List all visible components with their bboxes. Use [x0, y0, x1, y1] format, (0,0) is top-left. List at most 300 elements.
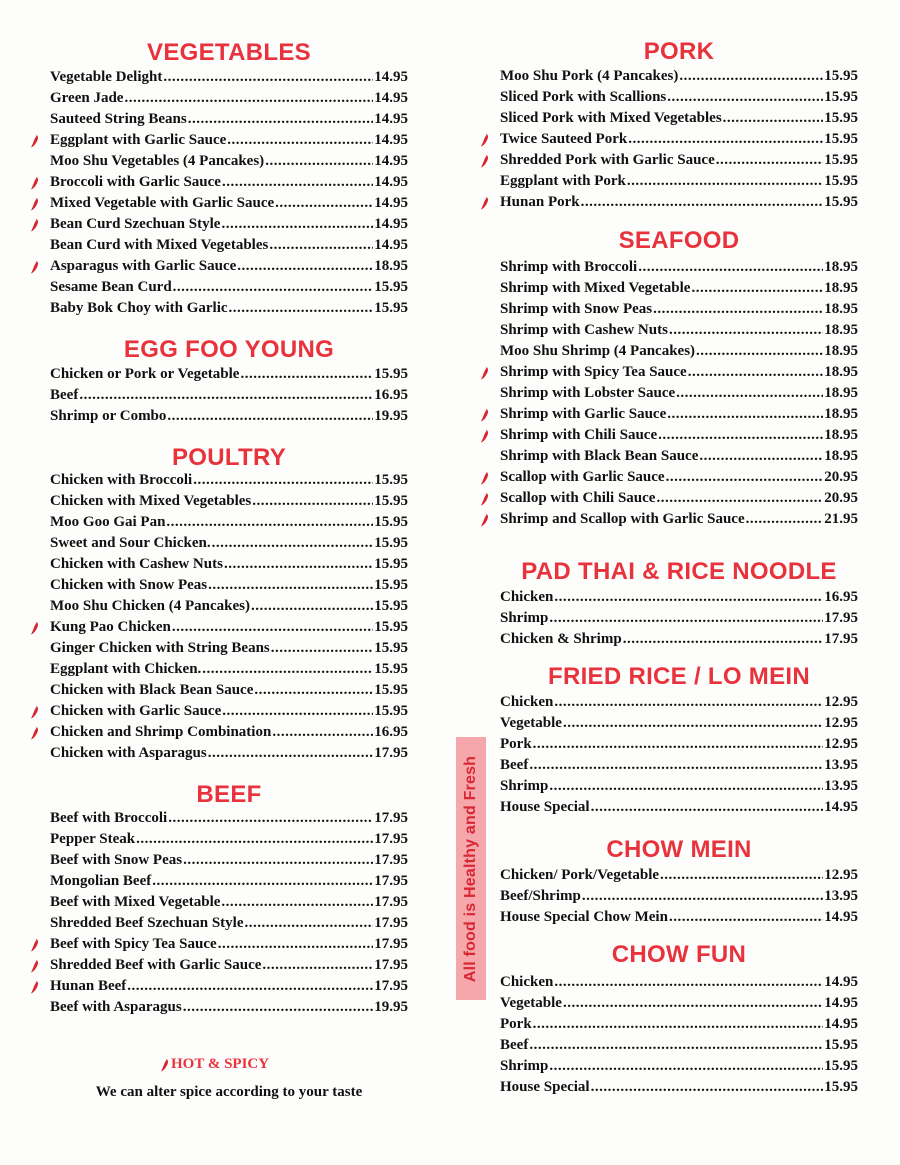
- menu-item: [50, 88, 408, 109]
- dot-leader: [222, 701, 373, 722]
- menu-item-name: Moo Shu Pork (4 Pancakes): [500, 68, 679, 84]
- dot-leader: [667, 87, 823, 108]
- dot-leader: [269, 235, 373, 256]
- menu-item-name: Scallop with Garlic Sauce: [500, 469, 665, 485]
- menu-item-price: 14.95: [374, 237, 408, 253]
- chow-fun-title: CHOW FUN: [611, 941, 747, 968]
- dot-leader: [168, 808, 373, 829]
- menu-item: [500, 865, 858, 886]
- menu-item-name: Moo Shu Shrimp (4 Pancakes): [500, 343, 696, 359]
- menu-item-price: 18.95: [824, 448, 858, 464]
- menu-item: [50, 172, 408, 193]
- menu-item-price: 15.95: [374, 577, 408, 593]
- menu-item-price: 15.95: [374, 619, 408, 635]
- menu-item: [50, 214, 408, 235]
- menu-item-price: 19.95: [374, 408, 408, 424]
- menu-item-name: Chicken & Shrimp: [500, 631, 622, 647]
- menu-item: [50, 470, 408, 491]
- egg-foo-young-title: EGG FOO YOUNG: [123, 336, 335, 363]
- chili-pepper-icon: [480, 196, 489, 210]
- menu-item-name: Shredded Beef Szechuan Style: [50, 915, 244, 931]
- dot-leader: [183, 850, 373, 871]
- dot-leader: [136, 829, 373, 850]
- menu-item-name: Bean Curd Szechuan Style: [50, 216, 221, 232]
- menu-item-name: Vegetable Delight: [50, 69, 163, 85]
- menu-item-name: Shrimp with Chili Sauce: [500, 427, 658, 443]
- menu-item-price: 18.95: [824, 280, 858, 296]
- menu-item: [500, 886, 858, 907]
- dot-leader: [218, 934, 374, 955]
- dot-leader: [227, 130, 373, 151]
- menu-item-name: Broccoli with Garlic Sauce: [50, 174, 221, 190]
- dot-leader: [746, 509, 824, 530]
- menu-item: [50, 533, 408, 554]
- menu-item-name: Beef: [50, 387, 79, 403]
- seafood-title: SEAFOOD: [618, 227, 740, 254]
- menu-item-name: Scallop with Chili Sauce: [500, 490, 656, 506]
- chili-pepper-icon: [480, 366, 489, 380]
- menu-item: [50, 659, 408, 680]
- menu-item: [50, 934, 408, 955]
- dot-leader: [533, 734, 824, 755]
- vegetables-title: VEGETABLES: [147, 39, 311, 66]
- menu-item-price: 18.95: [824, 427, 858, 443]
- menu-item-price: 14.95: [374, 195, 408, 211]
- menu-item-price: 17.95: [374, 745, 408, 761]
- dot-leader: [202, 659, 373, 680]
- menu-item: [50, 596, 408, 617]
- menu-item-price: 14.95: [374, 111, 408, 127]
- menu-item: [500, 734, 858, 755]
- pork-title: PORK: [643, 38, 715, 65]
- menu-item: [50, 575, 408, 596]
- chili-pepper-icon: [30, 176, 39, 190]
- menu-item: [50, 130, 408, 151]
- menu-item-price: 16.95: [374, 387, 408, 403]
- menu-item-price: 16.95: [374, 724, 408, 740]
- menu-item-name: Chicken with Snow Peas: [50, 577, 208, 593]
- dot-leader: [688, 362, 824, 383]
- dot-leader: [221, 892, 373, 913]
- menu-item-price: 15.95: [374, 598, 408, 614]
- menu-item-price: 15.95: [374, 661, 408, 677]
- dot-leader: [193, 470, 373, 491]
- menu-item-price: 15.95: [824, 152, 858, 168]
- menu-item-price: 17.95: [374, 873, 408, 889]
- menu-item-name: Sliced Pork with Scallions: [500, 89, 667, 105]
- menu-item: [500, 907, 858, 928]
- menu-item-price: 15.95: [824, 194, 858, 210]
- menu-item-price: 18.95: [824, 364, 858, 380]
- fried-rice-list: [500, 692, 858, 818]
- menu-item: [50, 829, 408, 850]
- menu-item: [500, 150, 858, 171]
- menu-item-price: 12.95: [824, 694, 858, 710]
- menu-item-price: 18.95: [374, 258, 408, 274]
- menu-item: [50, 406, 408, 427]
- dot-leader: [221, 214, 373, 235]
- pad-thai-title: PAD THAI & RICE NOODLE: [521, 558, 837, 585]
- menu-item: [50, 892, 408, 913]
- menu-item-price: 19.95: [374, 999, 408, 1015]
- menu-item-name: Moo Shu Vegetables (4 Pancakes): [50, 153, 265, 169]
- dot-leader: [275, 193, 373, 214]
- menu-item-price: 20.95: [824, 490, 858, 506]
- beef-list: [50, 808, 408, 1018]
- dot-leader: [623, 629, 824, 650]
- menu-item-price: 20.95: [824, 469, 858, 485]
- chow-mein-title: CHOW MEIN: [606, 836, 752, 863]
- menu-item: [500, 446, 858, 467]
- menu-item-price: 17.95: [374, 894, 408, 910]
- menu-item: [50, 743, 408, 764]
- chili-pepper-icon: [30, 959, 39, 973]
- menu-item-name: Mongolian Beef: [50, 873, 152, 889]
- menu-item: [50, 850, 408, 871]
- menu-item-price: 13.95: [824, 757, 858, 773]
- menu-item-name: Shrimp with Snow Peas: [500, 301, 653, 317]
- menu-item-price: 15.95: [824, 110, 858, 126]
- chili-pepper-icon: [30, 621, 39, 635]
- menu-item: [50, 235, 408, 256]
- chili-pepper-icon: [30, 938, 39, 952]
- chili-pepper-icon: [480, 429, 489, 443]
- dot-leader: [208, 575, 373, 596]
- menu-item-price: 14.95: [824, 799, 858, 815]
- chili-pepper-icon: [480, 408, 489, 422]
- dot-leader: [658, 425, 823, 446]
- menu-item-price: 17.95: [374, 831, 408, 847]
- dot-leader: [656, 488, 823, 509]
- chili-pepper-icon: [30, 197, 39, 211]
- menu-item-price: 15.95: [374, 366, 408, 382]
- menu-item-price: 17.95: [374, 957, 408, 973]
- menu-item-price: 14.95: [824, 909, 858, 925]
- dot-leader: [252, 491, 373, 512]
- dot-leader: [669, 907, 823, 928]
- chili-pepper-icon: [480, 513, 489, 527]
- menu-item-name: Sesame Bean Curd: [50, 279, 172, 295]
- menu-item-name: Chicken with Garlic Sauce: [50, 703, 222, 719]
- dot-leader: [549, 1056, 823, 1077]
- menu-item-name: House Special Chow Mein: [500, 909, 668, 925]
- menu-item: [50, 680, 408, 701]
- egg-foo-young-list: [50, 364, 408, 427]
- dot-leader: [679, 66, 823, 87]
- dot-leader: [127, 976, 373, 997]
- fried-rice-title: FRIED RICE / LO MEIN: [547, 663, 810, 690]
- menu-item: [500, 129, 858, 150]
- dot-leader: [716, 150, 824, 171]
- chili-pepper-icon: [30, 134, 39, 148]
- menu-item-price: 18.95: [824, 406, 858, 422]
- menu-item-price: 14.95: [374, 69, 408, 85]
- dot-leader: [173, 277, 374, 298]
- chili-pepper-icon: [160, 1058, 169, 1072]
- dot-leader: [563, 713, 823, 734]
- menu-item: [50, 997, 408, 1018]
- menu-item-name: Shrimp with Broccoli: [500, 259, 638, 275]
- menu-item-name: Bean Curd with Mixed Vegetables: [50, 237, 269, 253]
- menu-item: [500, 362, 858, 383]
- menu-item: [500, 192, 858, 213]
- menu-item-name: Shredded Pork with Garlic Sauce: [500, 152, 715, 168]
- menu-item-name: Chicken: [500, 974, 554, 990]
- menu-item: [50, 638, 408, 659]
- menu-item-name: Chicken/ Pork/Vegetable: [500, 867, 660, 883]
- menu-item: [50, 955, 408, 976]
- menu-item-price: 15.95: [824, 89, 858, 105]
- menu-item-name: Beef with Snow Peas: [50, 852, 183, 868]
- menu-item: [500, 299, 858, 320]
- menu-item-price: 15.95: [374, 535, 408, 551]
- menu-item-price: 14.95: [374, 90, 408, 106]
- menu-item: [50, 385, 408, 406]
- menu-item-name: Chicken and Shrimp Combination: [50, 724, 272, 740]
- dot-leader: [163, 67, 373, 88]
- menu-item: [50, 277, 408, 298]
- menu-item: [500, 257, 858, 278]
- menu-item: [50, 364, 408, 385]
- dot-leader: [554, 972, 823, 993]
- dot-leader: [591, 797, 824, 818]
- menu-item-price: 15.95: [374, 493, 408, 509]
- chili-pepper-icon: [480, 492, 489, 506]
- menu-item: [500, 404, 858, 425]
- dot-leader: [272, 722, 373, 743]
- hot-spicy-legend: [160, 1056, 269, 1073]
- dot-leader: [172, 617, 373, 638]
- menu-item-price: 15.95: [824, 1058, 858, 1074]
- dot-leader: [124, 88, 373, 109]
- menu-item-price: 12.95: [824, 715, 858, 731]
- menu-item: [500, 278, 858, 299]
- menu-item: [500, 108, 858, 129]
- menu-item-name: Shredded Beef with Garlic Sauce: [50, 957, 262, 973]
- menu-item-name: Eggplant with Garlic Sauce: [50, 132, 227, 148]
- menu-item-name: Eggplant with Chicken.: [50, 661, 202, 677]
- dot-leader: [237, 256, 373, 277]
- menu-item-name: Chicken: [500, 694, 554, 710]
- menu-item-price: 15.95: [374, 279, 408, 295]
- chili-pepper-icon: [30, 726, 39, 740]
- dot-leader: [222, 172, 373, 193]
- menu-item-name: Shrimp with Lobster Sauce: [500, 385, 676, 401]
- menu-item: [50, 617, 408, 638]
- menu-item: [500, 1056, 858, 1077]
- menu-item: [50, 808, 408, 829]
- dot-leader: [591, 1077, 824, 1098]
- menu-item-price: 17.95: [374, 810, 408, 826]
- beef-title: BEEF: [196, 781, 262, 808]
- menu-item-name: Pork: [500, 736, 532, 752]
- menu-item-name: Sliced Pork with Mixed Vegetables: [500, 110, 722, 126]
- menu-item-price: 15.95: [824, 131, 858, 147]
- healthy-fresh-banner: [456, 737, 486, 1000]
- dot-leader: [533, 1014, 824, 1035]
- menu-item-price: 15.95: [374, 682, 408, 698]
- menu-item-price: 15.95: [374, 514, 408, 530]
- menu-item: [50, 871, 408, 892]
- menu-item-name: Beef with Mixed Vegetable: [50, 894, 221, 910]
- menu-item-price: 18.95: [824, 301, 858, 317]
- menu-item-price: 14.95: [824, 1016, 858, 1032]
- dot-leader: [183, 997, 374, 1018]
- menu-item: [500, 972, 858, 993]
- menu-item-price: 17.95: [824, 631, 858, 647]
- menu-item-price: 15.95: [824, 1037, 858, 1053]
- menu-item-price: 18.95: [824, 385, 858, 401]
- menu-item-name: Sweet and Sour Chicken.: [50, 535, 211, 551]
- menu-item-name: House Special: [500, 1079, 590, 1095]
- dot-leader: [251, 596, 373, 617]
- menu-item: [50, 109, 408, 130]
- menu-item: [500, 425, 858, 446]
- menu-item-name: Baby Bok Choy with Garlic: [50, 300, 228, 316]
- dot-leader: [666, 467, 824, 488]
- menu-item: [50, 554, 408, 575]
- menu-item-price: 14.95: [824, 995, 858, 1011]
- menu-item-name: Ginger Chicken with String Beans: [50, 640, 270, 656]
- chow-fun-list: [500, 972, 858, 1098]
- pad-thai-list: [500, 587, 858, 650]
- menu-item: [500, 993, 858, 1014]
- menu-item: [50, 722, 408, 743]
- menu-item-price: 15.95: [824, 173, 858, 189]
- menu-item-name: Chicken with Broccoli: [50, 472, 193, 488]
- menu-item-name: Chicken with Cashew Nuts: [50, 556, 223, 572]
- menu-item-name: Shrimp: [500, 778, 549, 794]
- menu-item-name: Chicken or Pork or Vegetable: [50, 366, 240, 382]
- dot-leader: [166, 512, 373, 533]
- menu-item-price: 14.95: [824, 974, 858, 990]
- menu-item: [500, 1035, 858, 1056]
- chili-pepper-icon: [480, 133, 489, 147]
- menu-item-name: Sauteed String Beans: [50, 111, 187, 127]
- dot-leader: [265, 151, 373, 172]
- spice-note: We can alter spice according to your taste: [95, 1084, 363, 1100]
- menu-item-price: 12.95: [824, 736, 858, 752]
- menu-item-name: House Special: [500, 799, 590, 815]
- menu-item-name: Shrimp with Mixed Vegetable: [500, 280, 691, 296]
- menu-item-name: Chicken with Mixed Vegetables: [50, 493, 252, 509]
- menu-item-name: Beef/Shrimp: [500, 888, 581, 904]
- menu-item-price: 15.95: [824, 68, 858, 84]
- menu-item: [50, 512, 408, 533]
- menu-item-price: 15.95: [374, 556, 408, 572]
- menu-item-name: Beef: [500, 757, 529, 773]
- dot-leader: [240, 364, 373, 385]
- dot-leader: [628, 129, 823, 150]
- vegetables-list: [50, 67, 408, 319]
- menu-item-price: 21.95: [824, 511, 858, 527]
- menu-item-name: Pork: [500, 1016, 532, 1032]
- menu-item-price: 14.95: [374, 153, 408, 169]
- menu-item-price: 18.95: [824, 322, 858, 338]
- menu-item-name: Eggplant with Pork: [500, 173, 626, 189]
- dot-leader: [554, 587, 823, 608]
- menu-item: [50, 491, 408, 512]
- menu-item: [50, 913, 408, 934]
- menu-item: [500, 509, 858, 530]
- dot-leader: [563, 993, 823, 1014]
- menu-item-price: 13.95: [824, 778, 858, 794]
- menu-item: [50, 151, 408, 172]
- menu-item: [500, 320, 858, 341]
- menu-item: [50, 701, 408, 722]
- menu-item-price: 14.95: [374, 216, 408, 232]
- menu-item-name: Vegetable: [500, 715, 562, 731]
- menu-item: [50, 298, 408, 319]
- menu-item-name: Beef with Spicy Tea Sauce: [50, 936, 217, 952]
- menu-item: [500, 488, 858, 509]
- chili-pepper-icon: [30, 705, 39, 719]
- dot-leader: [669, 320, 823, 341]
- menu-item-price: 13.95: [824, 888, 858, 904]
- banner-text: All food is Healthy and Fresh: [462, 755, 479, 982]
- pork-list: [500, 66, 858, 213]
- menu-item-name: Moo Goo Gai Pan: [50, 514, 166, 530]
- menu-item-price: 14.95: [374, 174, 408, 190]
- chili-pepper-icon: [30, 218, 39, 232]
- menu-item-name: Vegetable: [500, 995, 562, 1011]
- menu-item: [500, 467, 858, 488]
- chili-pepper-icon: [30, 260, 39, 274]
- menu-item-name: Shrimp with Cashew Nuts: [500, 322, 668, 338]
- menu-item-price: 17.95: [374, 936, 408, 952]
- chili-pepper-icon: [480, 154, 489, 168]
- dot-leader: [79, 385, 373, 406]
- menu-item-name: Chicken: [500, 589, 554, 605]
- dot-leader: [188, 109, 374, 130]
- menu-item-name: Chicken with Asparagus: [50, 745, 207, 761]
- menu-item-name: Asparagus with Garlic Sauce: [50, 258, 237, 274]
- dot-leader: [660, 865, 823, 886]
- menu-item-name: Chicken with Black Bean Sauce: [50, 682, 254, 698]
- dot-leader: [212, 533, 374, 554]
- dot-leader: [262, 955, 373, 976]
- menu-item: [500, 1014, 858, 1035]
- menu-item-name: Shrimp: [500, 610, 549, 626]
- chow-mein-list: [500, 865, 858, 928]
- menu-item: [500, 66, 858, 87]
- menu-item-name: Mixed Vegetable with Garlic Sauce: [50, 195, 275, 211]
- menu-item-price: 17.95: [374, 852, 408, 868]
- dot-leader: [676, 383, 823, 404]
- menu-item: [50, 256, 408, 277]
- menu-item: [500, 797, 858, 818]
- menu-item: [500, 341, 858, 362]
- menu-item-price: 15.95: [824, 1079, 858, 1095]
- menu-item-name: Shrimp with Black Bean Sauce: [500, 448, 699, 464]
- dot-leader: [208, 743, 374, 764]
- menu-item-name: Beef with Broccoli: [50, 810, 168, 826]
- menu-item: [500, 608, 858, 629]
- poultry-list: [50, 470, 408, 764]
- menu-item-price: 18.95: [824, 259, 858, 275]
- menu-item-name: Beef with Asparagus: [50, 999, 182, 1015]
- menu-item-name: Shrimp and Scallop with Garlic Sauce: [500, 511, 745, 527]
- dot-leader: [653, 299, 823, 320]
- menu-item: [500, 1077, 858, 1098]
- menu-item-price: 17.95: [824, 610, 858, 626]
- dot-leader: [638, 257, 823, 278]
- menu-item: [500, 171, 858, 192]
- menu-item-name: Twice Sauteed Pork: [500, 131, 628, 147]
- menu-item-price: 17.95: [374, 915, 408, 931]
- menu-item-name: Shrimp with Garlic Sauce: [500, 406, 667, 422]
- menu-item-price: 15.95: [374, 703, 408, 719]
